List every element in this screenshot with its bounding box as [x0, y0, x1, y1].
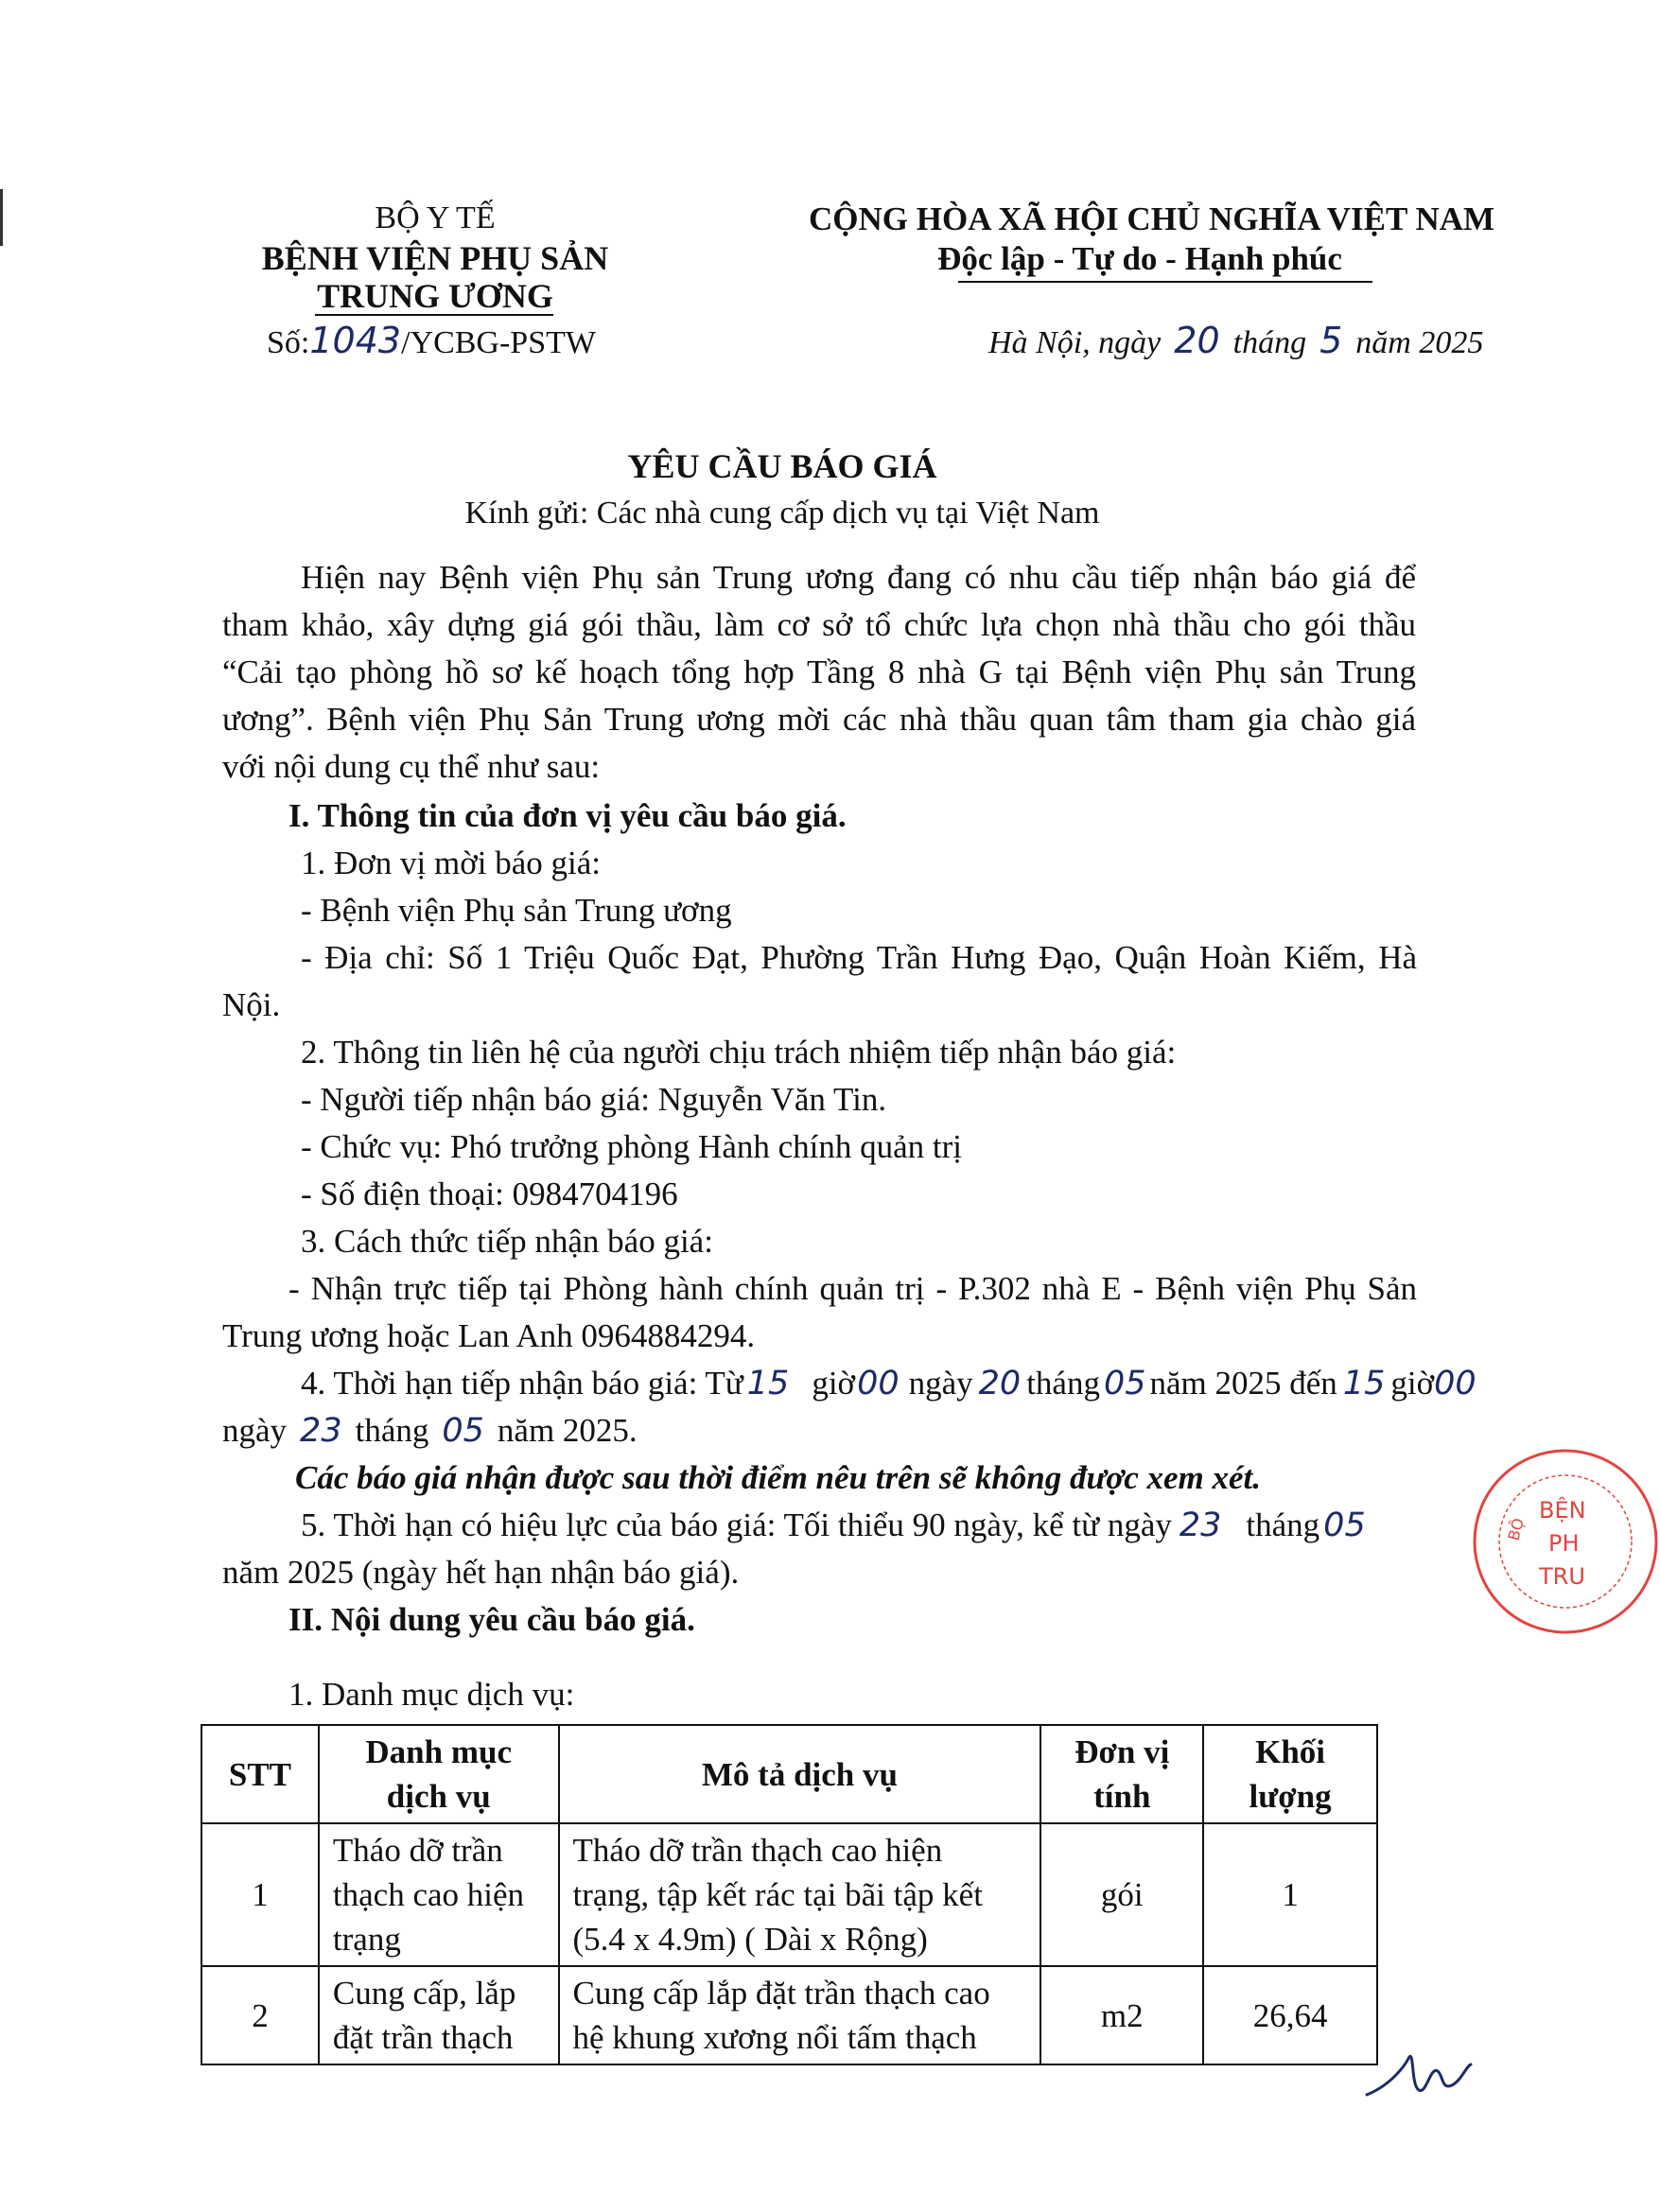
cell-description: Tháo dỡ trần thạch cao hiện trạng, tập kết rác tại bãi tập kết (5.4 x 4.9m) ( Dài x Rộng) [559, 1823, 1041, 1966]
stamp-text-top: BỆN [1539, 1497, 1586, 1524]
handwritten-month-start: 05 [1103, 1365, 1146, 1402]
item4-text: năm 2025. [497, 1412, 638, 1449]
handwritten-minute-end: 00 [1434, 1365, 1477, 1402]
handwritten-validity-month: 05 [1323, 1507, 1366, 1544]
item4-text: ngày [222, 1412, 288, 1449]
inviting-unit: - Bệnh viện Phụ sản Trung ương [301, 892, 732, 929]
item4-text: năm 2025 đến [1149, 1365, 1337, 1402]
cell-stt: 2 [201, 1966, 319, 2064]
item5-text: 5. Thời hạn có hiệu lực của báo giá: Tối thiểu 90 ngày, kể từ ngày [301, 1507, 1172, 1543]
ministry-name: BỘ Y TẾ [375, 200, 496, 235]
receiver-name: - Người tiếp nhận báo giá: Nguyễn Văn Tin. [301, 1081, 887, 1118]
section-1-item-2: 2. Thông tin liên hệ của người chịu trách nhiệm tiếp nhận báo giá: [301, 1034, 1177, 1071]
motto-underline [958, 281, 1372, 283]
item4-text: tháng [355, 1412, 429, 1449]
intro-line: ương”. Bệnh viện Phụ Sản Trung ương mời các nhà thầu quan tâm tham gia chào giá [222, 701, 1416, 738]
section-1-item-5-line2: năm 2025 (ngày hết hạn nhận báo giá). [222, 1554, 740, 1591]
stamp-text-mid: PH [1548, 1530, 1580, 1557]
intro-paragraph [222, 554, 1416, 800]
item4-text: 4. Thời hạn tiếp nhận báo giá: Từ [301, 1365, 743, 1402]
handwritten-hour-end: 15 [1342, 1365, 1386, 1402]
scan-margin-mark [0, 189, 3, 246]
section-2-item-1: 1. Danh mục dịch vụ: [288, 1676, 575, 1713]
table-row [201, 1823, 1377, 1966]
hospital-name-line2: TRUNG ƯƠNG [317, 277, 553, 315]
document-number [267, 320, 596, 361]
col-header-description: Mô tả dịch vụ [559, 1725, 1041, 1823]
intro-line: tham khảo, xây dựng giá gói thầu, làm cơ sở tổ chức lựa chọn nhà thầu cho gói thầu [222, 606, 1416, 643]
item4-text: ngày [908, 1365, 973, 1402]
table-row [201, 1966, 1377, 2064]
national-title: CỘNG HÒA XÃ HỘI CHỦ NGHĨA VIỆT NAM [809, 200, 1495, 237]
doc-no-handwritten: 1043 [309, 320, 402, 361]
item5-text: tháng [1246, 1507, 1320, 1543]
cell-stt: 1 [201, 1823, 319, 1966]
stamp-side-text: BỘ [1504, 1516, 1528, 1543]
handwritten-hour-start: 15 [746, 1365, 790, 1402]
col-header-unit: Đơn vị tính [1040, 1725, 1203, 1823]
item4-text: giờ [1390, 1365, 1435, 1402]
col-header-item: Danh mục dịch vụ [319, 1725, 559, 1823]
day-handwritten: 20 [1174, 320, 1220, 361]
section-1-heading: I. Thông tin của đơn vị yêu cầu báo giá. [288, 797, 847, 834]
cell-description: Cung cấp lắp đặt trần thạch cao hệ khung xương nổi tấm thạch [559, 1966, 1041, 2064]
method-line1: - Nhận trực tiếp tại Phòng hành chính quản trị - P.302 nhà E - Bệnh viện Phụ Sản [288, 1270, 1417, 1307]
cell-quantity: 1 [1203, 1823, 1377, 1966]
deadline-warning: Các báo giá nhận được sau thời điểm nêu trên sẽ không được xem xét. [295, 1459, 1261, 1496]
table-header-row [201, 1725, 1377, 1823]
handwritten-validity-day: 23 [1179, 1507, 1222, 1544]
item4-text: giờ [812, 1365, 856, 1402]
section-2-heading: II. Nội dung yêu cầu báo giá. [288, 1601, 695, 1638]
receiver-position: - Chức vụ: Phó trưởng phòng Hành chính quản trị [301, 1128, 963, 1165]
section-1-item-4-line2 [222, 1412, 638, 1450]
header-left-underline [315, 314, 553, 316]
cell-unit: gói [1040, 1823, 1203, 1966]
initials-signature-icon [1362, 2047, 1476, 2114]
year-text: năm 2025 [1355, 325, 1484, 360]
col-header-quantity: Khối lượng [1203, 1725, 1377, 1823]
national-motto: Độc lập - Tự do - Hạnh phúc [937, 240, 1342, 277]
month-handwritten: 5 [1319, 320, 1343, 361]
place-date [988, 320, 1483, 361]
handwritten-day-end: 23 [300, 1412, 342, 1450]
address-line1: - Địa chỉ: Số 1 Triệu Quốc Đạt, Phường Trần Hưng Đạo, Quận Hoàn Kiếm, Hà [301, 939, 1417, 976]
section-1-item-1: 1. Đơn vị mời báo giá: [301, 845, 601, 881]
doc-no-suffix: /YCBG-PSTW [401, 325, 596, 360]
official-stamp [1471, 1447, 1660, 1636]
cell-item: Cung cấp, lắp đặt trần thạch [319, 1966, 559, 2064]
doc-no-prefix: Số: [267, 325, 310, 360]
intro-line: Hiện nay Bệnh viện Phụ sản Trung ương đang có nhu cầu tiếp nhận báo giá để [301, 559, 1416, 596]
section-1-item-4-line1 [301, 1365, 1477, 1402]
section-1-item-3: 3. Cách thức tiếp nhận báo giá: [301, 1223, 713, 1260]
section-1-item-5-line1 [301, 1507, 1370, 1544]
cell-item: Tháo dỡ trần thạch cao hiện trạng [319, 1823, 559, 1966]
cell-quantity: 26,64 [1203, 1966, 1377, 2064]
item4-text: tháng [1026, 1365, 1100, 1402]
document-title: YÊU CẦU BÁO GIÁ [627, 447, 937, 485]
handwritten-month-end: 05 [442, 1412, 484, 1450]
month-label: tháng [1232, 325, 1307, 360]
col-header-stt: STT [201, 1725, 319, 1823]
intro-line: “Cải tạo phòng hồ sơ kế hoạch tổng hợp Tầng 8 nhà G tại Bệnh viện Phụ sản Trung [222, 653, 1416, 690]
recipient-line: Kính gửi: Các nhà cung cấp dịch vụ tại Việt Nam [464, 496, 1100, 531]
stamp-text-bottom: TRU [1539, 1563, 1585, 1590]
method-line2: Trung ương hoặc Lan Anh 0964884294. [222, 1317, 756, 1354]
handwritten-minute-start: 00 [857, 1365, 900, 1402]
address-line2: Nội. [222, 986, 281, 1023]
receiver-phone: - Số điện thoại: 0984704196 [301, 1176, 678, 1212]
intro-line: với nội dung cụ thể như sau: [222, 748, 601, 785]
service-table [201, 1724, 1378, 2065]
cell-unit: m2 [1040, 1966, 1203, 2064]
hospital-name-line1: BỆNH VIỆN PHỤ SẢN [261, 239, 609, 277]
place-date-prefix: Hà Nội, ngày [988, 325, 1162, 360]
handwritten-day-start: 20 [978, 1365, 1022, 1402]
